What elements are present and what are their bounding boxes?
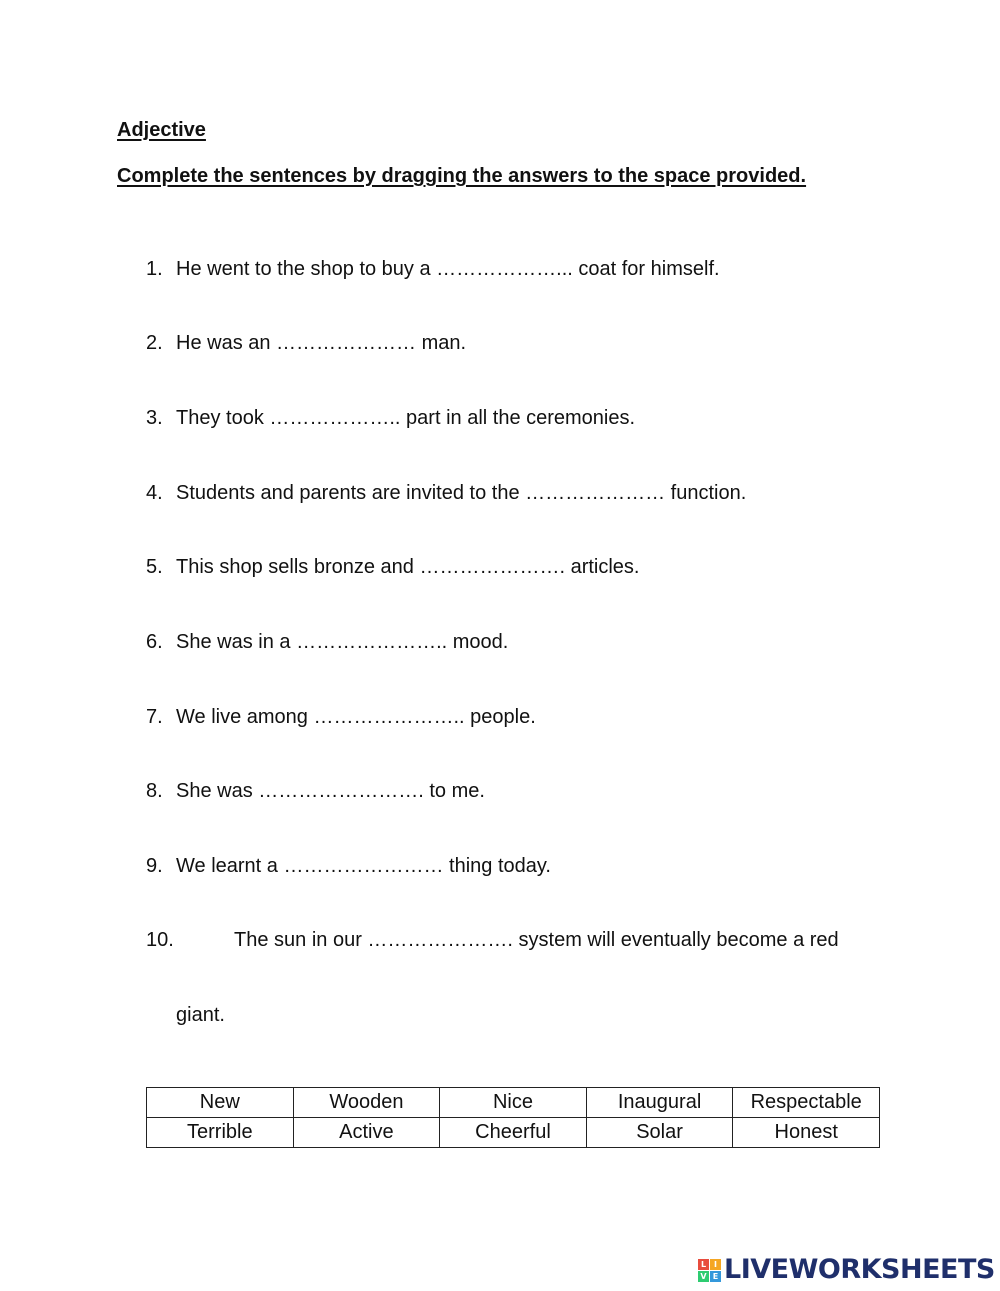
- logo-tile: V: [698, 1271, 709, 1282]
- answer-option[interactable]: Solar: [586, 1118, 733, 1148]
- answer-option[interactable]: Honest: [733, 1118, 880, 1148]
- question-2: [146, 331, 466, 355]
- answer-option[interactable]: Nice: [440, 1088, 587, 1118]
- question-text: We live among ………………….. people.: [176, 706, 536, 728]
- question-number: 1.: [146, 258, 163, 280]
- question-number: 7.: [146, 706, 163, 728]
- question-number: 5.: [146, 556, 163, 578]
- question-text: This shop sells bronze and …………………. articles.: [176, 556, 640, 578]
- question-7: [146, 705, 536, 729]
- logo-tile: E: [710, 1271, 721, 1282]
- answer-option[interactable]: Inaugural: [586, 1088, 733, 1118]
- answer-option[interactable]: Terrible: [147, 1118, 294, 1148]
- answer-option[interactable]: Active: [293, 1118, 440, 1148]
- question-text: She was in a ………………….. mood.: [176, 631, 509, 653]
- question-number: 8.: [146, 780, 163, 802]
- question-10-continuation: giant.: [176, 1004, 225, 1026]
- question-text: Students and parents are invited to the ………………… function.: [176, 482, 747, 504]
- question-1: [146, 257, 720, 281]
- answer-option[interactable]: Wooden: [293, 1088, 440, 1118]
- question-text: The sun in our …………………. system will eventually become a red: [234, 929, 839, 951]
- question-number: 3.: [146, 407, 163, 429]
- logo-tiles-icon: [698, 1259, 721, 1282]
- question-text: He went to the shop to buy a ………………... coat for himself.: [176, 258, 720, 280]
- logo-tile: I: [710, 1259, 721, 1270]
- question-3: [146, 406, 635, 430]
- question-5: [146, 555, 640, 579]
- question-number: 4.: [146, 482, 163, 504]
- question-text: She was ……………………. to me.: [176, 780, 485, 802]
- question-4: [146, 481, 746, 505]
- logo-text: LIVEWORKSHEETS: [724, 1254, 995, 1285]
- answer-row: [147, 1088, 880, 1118]
- answer-bank-table: [146, 1087, 880, 1148]
- question-9: [146, 854, 551, 878]
- page-title: Adjective: [117, 119, 206, 141]
- answer-option[interactable]: Respectable: [733, 1088, 880, 1118]
- question-number: 10.: [146, 929, 174, 951]
- question-text: We learnt a …………………… thing today.: [176, 855, 551, 877]
- instruction-text: Complete the sentences by dragging the answers to the space provided.: [117, 165, 807, 187]
- logo-tile: L: [698, 1259, 709, 1270]
- question-8: [146, 779, 485, 803]
- question-number: 2.: [146, 332, 163, 354]
- question-text: They took ……………….. part in all the ceremonies.: [176, 407, 636, 429]
- question-number: 6.: [146, 631, 163, 653]
- liveworksheets-logo: [698, 1255, 995, 1285]
- question-10: [146, 928, 839, 952]
- question-number: 9.: [146, 855, 163, 877]
- answer-option[interactable]: Cheerful: [440, 1118, 587, 1148]
- question-6: [146, 630, 508, 654]
- question-text: He was an ………………… man.: [176, 332, 467, 354]
- answer-row: [147, 1118, 880, 1148]
- answer-option[interactable]: New: [147, 1088, 294, 1118]
